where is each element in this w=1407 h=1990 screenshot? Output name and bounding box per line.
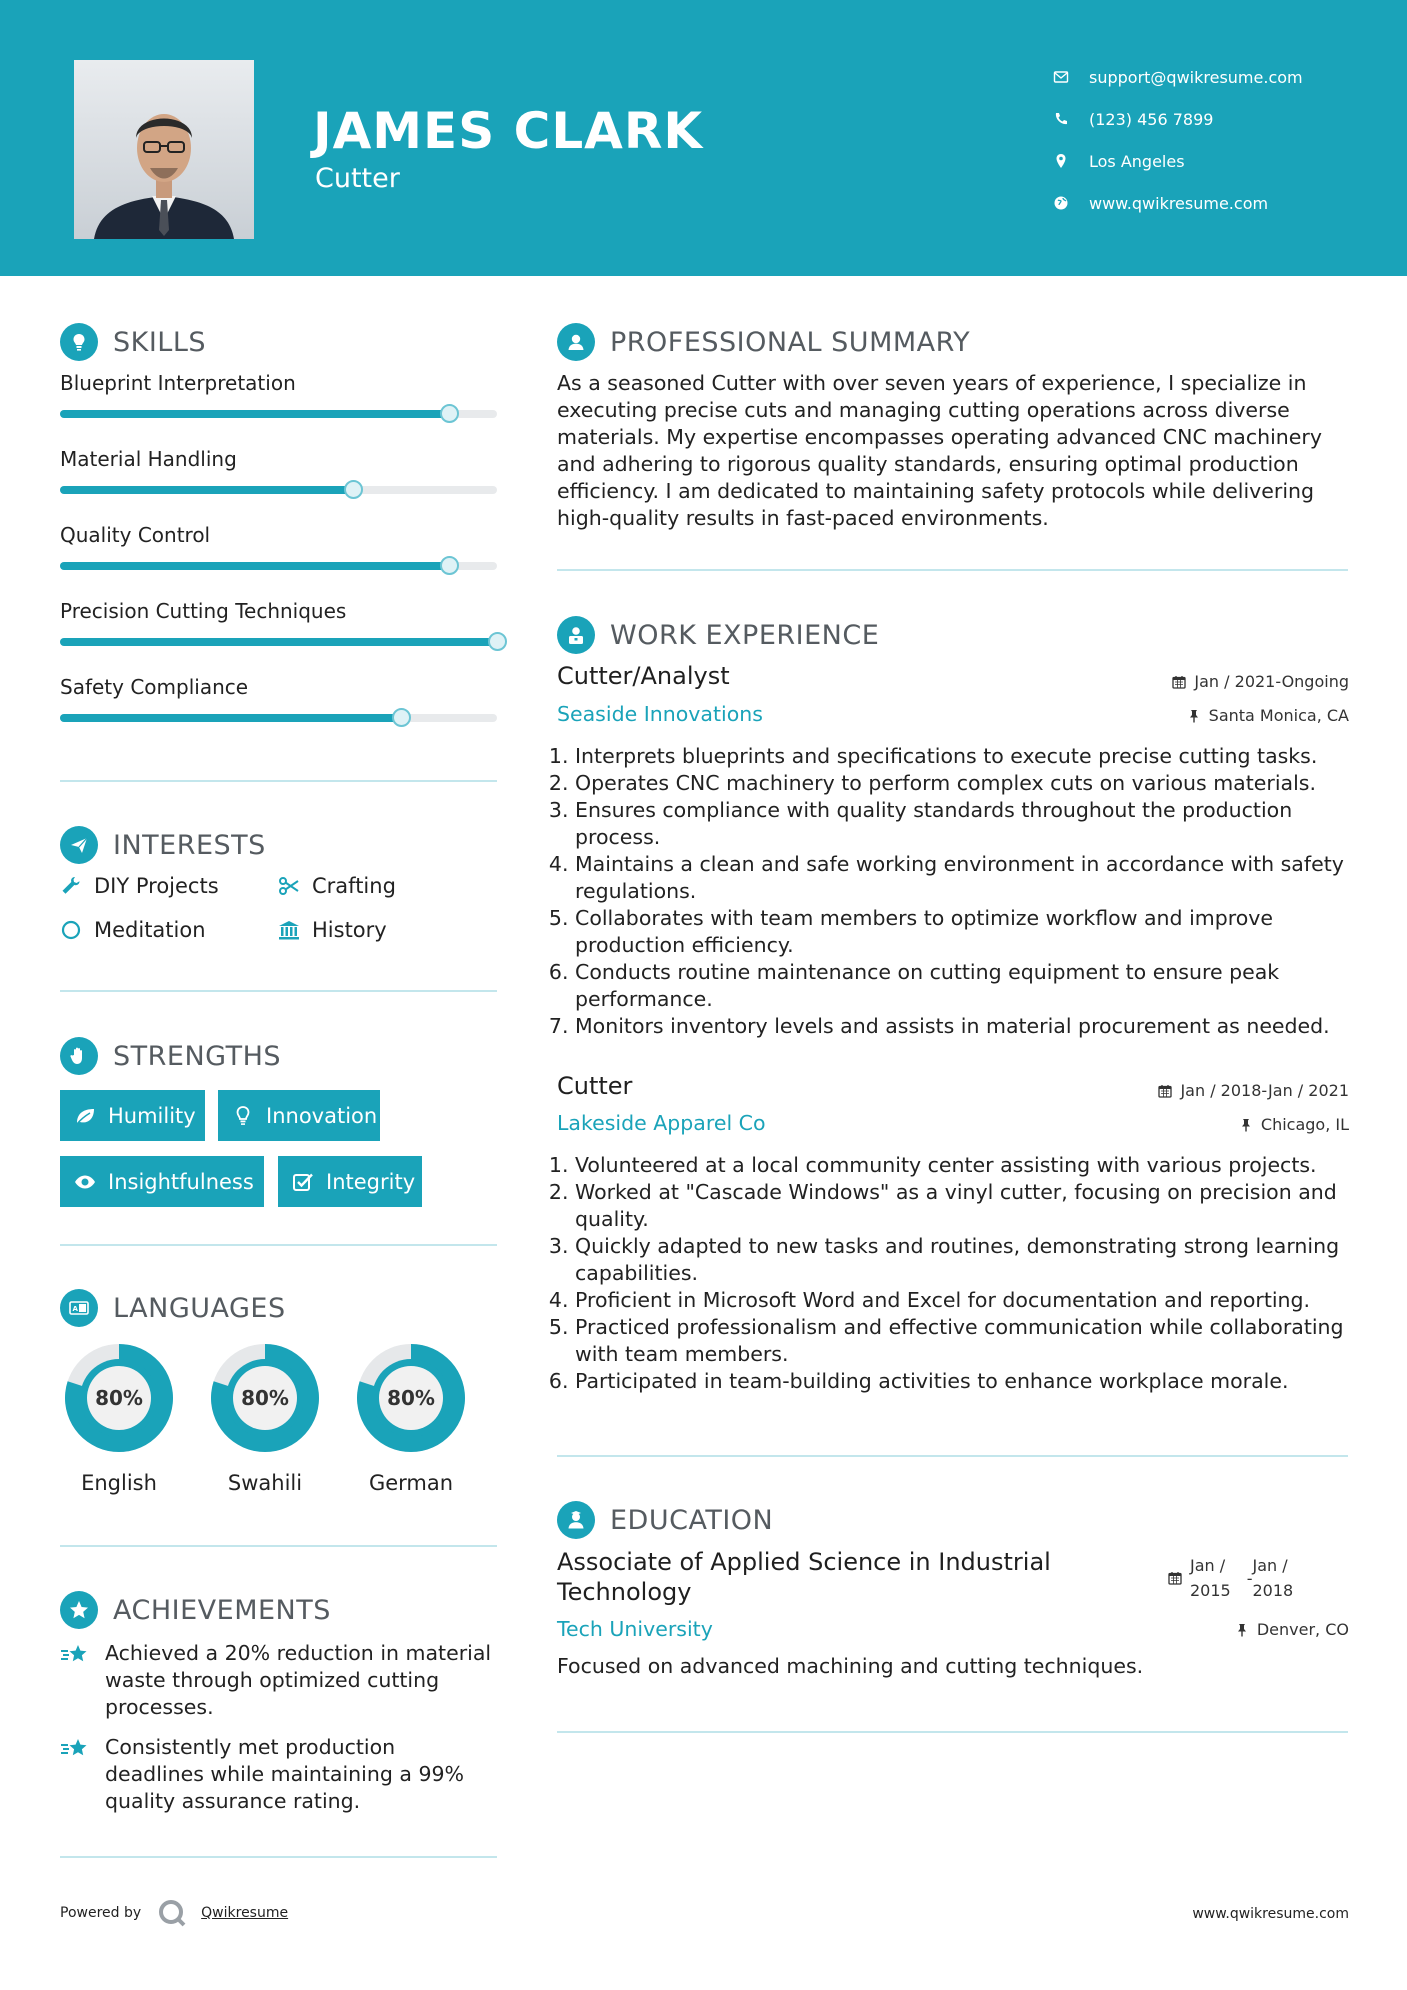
experience-title: WORK EXPERIENCE xyxy=(610,619,880,651)
svg-text:A: A xyxy=(72,1305,79,1313)
graduate-icon xyxy=(557,1501,595,1539)
education-location xyxy=(1235,1620,1349,1639)
achievements-heading xyxy=(60,1591,331,1629)
language-name: Swahili xyxy=(227,1471,303,1495)
skill-bar-knob xyxy=(344,480,363,499)
envelope-icon xyxy=(1053,69,1069,85)
job-title: Cutter/Analyst xyxy=(557,662,730,690)
school-name: Tech University xyxy=(557,1617,713,1641)
hand-icon xyxy=(60,1037,98,1075)
job-duty: 6. Conducts routine maintenance on cutting equipment to ensure peak performance. xyxy=(575,959,1370,1013)
shooting-star-icon xyxy=(60,1736,90,1762)
education-start-month: Jan / xyxy=(1190,1556,1226,1575)
job-location xyxy=(1239,1115,1349,1134)
skill-label: Blueprint Interpretation xyxy=(60,371,296,395)
circle-icon xyxy=(60,919,82,941)
language-percent: 80% xyxy=(241,1386,289,1410)
achievement-text: Achieved a 20% reduction in material waste through optimized cutting processes. xyxy=(105,1641,492,1719)
skill-label: Precision Cutting Techniques xyxy=(60,599,347,623)
skill-bar-knob xyxy=(440,404,459,423)
job-duty: 2. Worked at "Cascade Windows" as a vinyl cutter, focusing on precision and quality. xyxy=(575,1179,1370,1233)
skill-item xyxy=(60,447,497,494)
job-location-text: Chicago, IL xyxy=(1260,1115,1349,1134)
skill-bar xyxy=(60,638,497,646)
strength-label: Insightfulness xyxy=(108,1169,254,1194)
qwikresume-logo-icon xyxy=(155,1896,189,1930)
skill-bar-knob xyxy=(440,556,459,575)
education-dates xyxy=(1168,1553,1293,1603)
interest-item xyxy=(278,918,387,942)
language-ring xyxy=(204,1337,326,1459)
job-dates-text: Jan / 2018-Jan / 2021 xyxy=(1180,1081,1349,1100)
summary-heading xyxy=(557,323,970,361)
job-dates xyxy=(1172,672,1349,691)
strength-badge xyxy=(218,1090,380,1141)
languages-heading xyxy=(60,1289,286,1327)
job-duty: 3. Ensures compliance with quality standards throughout the production process. xyxy=(575,797,1370,851)
skill-label: Quality Control xyxy=(60,523,211,547)
section-divider xyxy=(557,1455,1348,1457)
contact-phone-text: (123) 456 7899 xyxy=(1089,109,1214,129)
interest-label: DIY Projects xyxy=(94,874,219,898)
job-duty: 1. Interprets blueprints and specifications to execute precise cutting tasks. xyxy=(575,743,1370,770)
scissors-icon xyxy=(278,875,300,897)
language-item xyxy=(58,1337,180,1495)
skills-heading xyxy=(60,323,206,361)
skill-item xyxy=(60,599,497,646)
wrench-icon xyxy=(60,875,82,897)
interests-title: INTERESTS xyxy=(113,829,266,861)
strength-badge xyxy=(60,1156,264,1207)
header-banner xyxy=(0,0,1407,276)
candidate-role: Cutter xyxy=(315,163,400,194)
skill-bar xyxy=(60,562,497,570)
section-divider xyxy=(60,1244,497,1246)
achievement-item xyxy=(60,1640,500,1721)
skill-item xyxy=(60,371,497,418)
summary-title: PROFESSIONAL SUMMARY xyxy=(610,326,971,358)
degree-title: Associate of Applied Science in Industrial Technology xyxy=(557,1548,1051,1606)
education-heading xyxy=(557,1501,773,1539)
skill-label: Safety Compliance xyxy=(60,675,249,699)
footer-branding xyxy=(60,1896,288,1930)
job-duties-list xyxy=(557,1152,1370,1395)
interest-item xyxy=(60,918,206,942)
lightbulb-icon xyxy=(232,1105,254,1127)
eye-icon xyxy=(74,1171,96,1193)
strength-label: Integrity xyxy=(326,1169,416,1194)
contact-location xyxy=(1053,140,1303,182)
job-duty: 4. Proficient in Microsoft Word and Excel for documentation and reporting. xyxy=(575,1287,1370,1314)
interest-label: Meditation xyxy=(94,918,206,942)
skill-bar xyxy=(60,714,497,722)
translate-icon xyxy=(60,1289,98,1327)
strength-badge xyxy=(278,1156,422,1207)
job-duty: 7. Monitors inventory levels and assists in material procurement as needed. xyxy=(575,1013,1370,1040)
section-divider xyxy=(60,1856,497,1858)
education-date-separator: - xyxy=(1246,1568,1253,1588)
job-duty: 5. Practiced professionalism and effective communication while collaborating with team members. xyxy=(575,1314,1370,1368)
qwikresume-link[interactable]: Qwikresume xyxy=(201,1905,289,1921)
skill-bar-knob xyxy=(392,708,411,727)
contact-email[interactable] xyxy=(1053,56,1303,98)
job-duty: 5. Collaborates with team members to optimize workflow and improve production efficiency. xyxy=(575,905,1370,959)
lightbulb-icon xyxy=(60,323,98,361)
checkbox-icon xyxy=(292,1171,314,1193)
skills-title: SKILLS xyxy=(113,326,207,358)
achievements-title: ACHIEVEMENTS xyxy=(113,1594,331,1626)
achievement-item xyxy=(60,1734,500,1815)
calendar-icon xyxy=(1168,1571,1182,1585)
skill-bar-fill xyxy=(60,486,353,494)
skill-label: Material Handling xyxy=(60,447,237,471)
pushpin-icon xyxy=(1187,709,1201,723)
section-divider xyxy=(60,1545,497,1547)
language-name: German xyxy=(368,1471,454,1495)
powered-by-label: Powered by xyxy=(60,1905,142,1921)
interest-item xyxy=(278,874,396,898)
strength-label: Humility xyxy=(108,1103,196,1128)
section-divider xyxy=(557,1731,1348,1733)
strength-label: Innovation xyxy=(266,1103,378,1128)
paper-plane-icon xyxy=(60,826,98,864)
job-duty: 3. Quickly adapted to new tasks and routines, demonstrating strong learning capabilities. xyxy=(575,1233,1370,1287)
contact-email-text: support@qwikresume.com xyxy=(1089,67,1303,87)
contact-website[interactable] xyxy=(1053,182,1303,224)
summary-text: As a seasoned Cutter with over seven years of experience, I specialize in executing precise cuts and managing cutting operations across diverse materials. My expertise encompasses operating advanced CNC machinery and adhering to rigorous quality standards, ensuring optimal production efficiency. I am dedicated to maintaining safety protocols while delivering high-quality results in fast-paced environments. xyxy=(557,371,1322,530)
education-end xyxy=(1253,1553,1294,1603)
languages-title: LANGUAGES xyxy=(113,1292,286,1324)
job-duty: 4. Maintains a clean and safe working environment in accordance with safety regulations. xyxy=(575,851,1370,905)
job-title: Cutter xyxy=(557,1072,633,1100)
education-end-year: 2018 xyxy=(1252,1581,1294,1600)
interests-heading xyxy=(60,826,266,864)
interest-item xyxy=(60,874,219,898)
experience-heading xyxy=(557,616,879,654)
job-company: Lakeside Apparel Co xyxy=(557,1111,766,1135)
job-duty: 2. Operates CNC machinery to perform complex cuts on various materials. xyxy=(575,770,1370,797)
calendar-icon xyxy=(1158,1084,1172,1098)
interest-label: Crafting xyxy=(312,874,396,898)
institution-icon xyxy=(278,919,300,941)
strengths-heading xyxy=(60,1037,281,1075)
skill-bar xyxy=(60,486,497,494)
contact-phone[interactable] xyxy=(1053,98,1303,140)
skill-item xyxy=(60,675,497,722)
shooting-star-icon xyxy=(60,1642,90,1668)
leaf-icon xyxy=(74,1105,96,1127)
interest-label: History xyxy=(312,918,387,942)
job-company: Seaside Innovations xyxy=(557,702,763,726)
language-name: English xyxy=(81,1471,157,1495)
globe-icon xyxy=(1053,195,1069,211)
education-title: EDUCATION xyxy=(610,1504,774,1536)
education-location-text: Denver, CO xyxy=(1256,1620,1349,1639)
skill-bar-knob xyxy=(488,632,507,651)
pushpin-icon xyxy=(1235,1623,1249,1637)
contact-website-text: www.qwikresume.com xyxy=(1089,193,1269,213)
language-item xyxy=(204,1337,326,1495)
strengths-title: STRENGTHS xyxy=(113,1040,282,1072)
briefcase-icon xyxy=(557,616,595,654)
job-location xyxy=(1187,706,1349,725)
strength-badge xyxy=(60,1090,205,1141)
education-description: Focused on advanced machining and cutting techniques. xyxy=(557,1654,1144,1678)
job-location-text: Santa Monica, CA xyxy=(1208,706,1349,725)
education-start xyxy=(1190,1553,1231,1603)
section-divider xyxy=(557,569,1348,571)
skill-bar-fill xyxy=(60,714,401,722)
language-item xyxy=(350,1337,472,1495)
star-icon xyxy=(60,1591,98,1629)
section-divider xyxy=(60,780,497,782)
section-divider xyxy=(60,990,497,992)
contact-location-text: Los Angeles xyxy=(1089,151,1185,171)
candidate-name: JAMES CLARK xyxy=(313,102,704,160)
skill-bar-fill xyxy=(60,638,497,646)
job-duty: 1. Volunteered at a local community center assisting with various projects. xyxy=(575,1152,1370,1179)
job-dates-text: Jan / 2021-Ongoing xyxy=(1194,672,1349,691)
language-percent: 80% xyxy=(95,1386,143,1410)
phone-icon xyxy=(1053,111,1069,127)
job-duties-list xyxy=(557,743,1370,1040)
footer-website[interactable]: www.qwikresume.com xyxy=(1192,1906,1349,1922)
user-icon xyxy=(557,323,595,361)
skill-item xyxy=(60,523,497,570)
contact-block xyxy=(1053,56,1303,224)
job-dates xyxy=(1158,1081,1349,1100)
profile-photo xyxy=(74,60,254,239)
skill-bar-fill xyxy=(60,562,449,570)
education-end-month: Jan / xyxy=(1252,1556,1288,1575)
job-duty: 6. Participated in team-building activities to enhance workplace morale. xyxy=(575,1368,1370,1395)
skill-bar-fill xyxy=(60,410,449,418)
skill-bar xyxy=(60,410,497,418)
language-percent: 80% xyxy=(387,1386,435,1410)
language-ring xyxy=(350,1337,472,1459)
achievement-text: Consistently met production deadlines while maintaining a 99% quality assurance rating. xyxy=(105,1735,465,1813)
language-ring xyxy=(58,1337,180,1459)
map-pin-icon xyxy=(1053,153,1069,169)
pushpin-icon xyxy=(1239,1118,1253,1132)
calendar-icon xyxy=(1172,675,1186,689)
education-start-year: 2015 xyxy=(1190,1581,1231,1600)
